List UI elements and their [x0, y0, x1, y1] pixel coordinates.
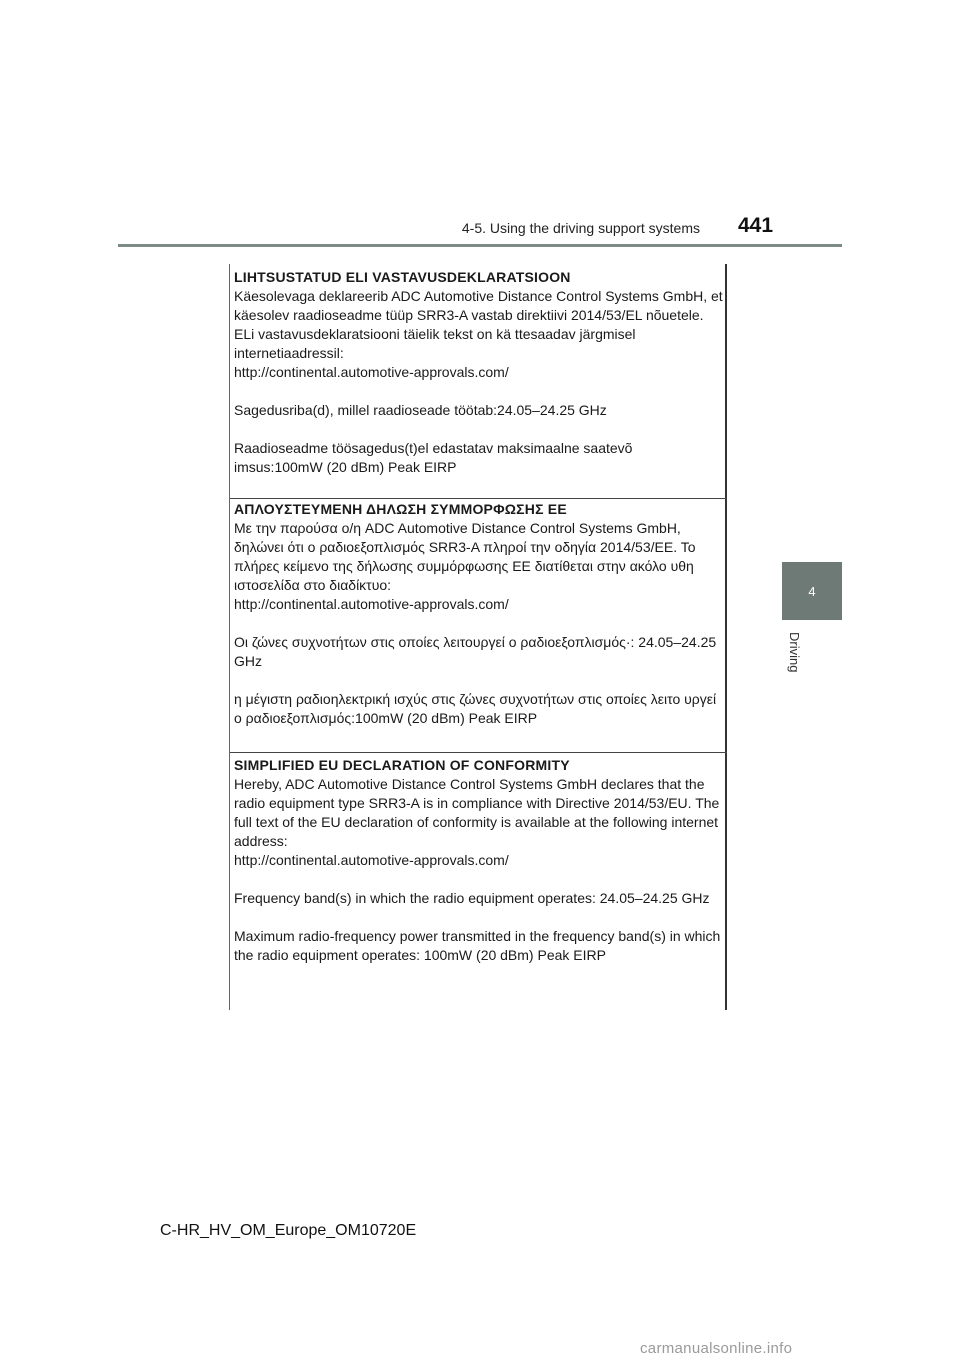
section-paragraph: Οι ζώνες συχνοτήτων στις οποίες λειτουργεί ο ραδιοεξοπλισμός·: 24.05–24.25 GHz [234, 634, 717, 669]
chapter-number: 4 [808, 583, 816, 599]
declaration-section-greek [230, 500, 728, 728]
chapter-label: Driving [787, 632, 802, 673]
header-divider [118, 244, 842, 247]
section-paragraph: Maximum radio-frequency power transmitted in the frequency band(s) in which the radio equipment operates: 100mW (20 dBm) Peak EIRP [234, 928, 721, 963]
declaration-section-english [230, 756, 728, 965]
section-paragraph: Με την παρούσα ο/η ADC Automotive Distance Control Systems GmbH, δηλώνει ότι ο ραδιοεξοπλισμός SRR3-A πληροί την οδηγία 2014/53/ΕΕ. Το πλήρες κείμενο της δήλωσης συμμόρφωσης ΕΕ διατίθεται στην ακόλο υθη ιστοσελίδα στο διαδίκτυο: [234, 520, 696, 593]
spacer [234, 671, 724, 690]
section-paragraph: Hereby, ADC Automotive Distance Control Systems GmbH declares that the radio equipment type SRR3-A is in compliance with Directive 2014/53/EU. The full text of the EU declaration of conformity is available at the following internet address: [234, 776, 720, 849]
spacer [234, 420, 724, 439]
section-url: http://continental.automotive-approvals.com/ [234, 596, 509, 612]
declaration-section-estonian [230, 268, 728, 477]
section-paragraph: Käesolevaga deklareerib ADC Automotive Distance Control Systems GmbH, et käesolev raadioseadme tüüp SRR3-A vastab direktiivi 2014/53/EL nõuetele. ELi vastavusdeklaratsiooni täielik tekst on kä ttesaadav järgmisel internetiaadressil: [234, 288, 723, 361]
document-code: C-HR_HV_OM_Europe_OM10720E [160, 1222, 417, 1239]
chapter-tab[interactable] [782, 562, 842, 620]
section-paragraph: Frequency band(s) in which the radio equipment operates: 24.05–24.25 GHz [234, 890, 710, 906]
page-number: 441 [738, 214, 774, 237]
declaration-box [229, 264, 727, 1010]
section-title: 4-5. Using the driving support systems [461, 220, 700, 236]
section-divider [230, 752, 727, 753]
section-url: http://continental.automotive-approvals.com/ [234, 364, 509, 380]
section-paragraph: Raadioseadme töösagedus(t)el edastatav maksimaalne saatevõ imsus:100mW (20 dBm) Peak EIRP [234, 440, 633, 475]
watermark: carmanualsonline.info [640, 1340, 793, 1357]
spacer [234, 614, 724, 633]
section-paragraph: η μέγιστη ραδιοηλεκτρική ισχύς στις ζώνες συχνοτήτων στις οποίες λειτο υργεί ο ραδιοεξοπλισμός:100mW (20 dBm) Peak EIRP [234, 691, 717, 726]
section-url: http://continental.automotive-approvals.com/ [234, 852, 509, 868]
spacer [234, 382, 724, 401]
spacer [234, 908, 724, 927]
spacer [234, 870, 724, 889]
section-heading: SIMPLIFIED EU DECLARATION OF CONFORMITY [234, 757, 570, 773]
section-heading: LIHTSUSTATUD ELI VASTAVUSDEKLARATSIOON [234, 269, 571, 285]
section-heading: ΑΠΛΟΥΣΤΕΥΜΕΝΗ ΔΗΛΩΣΗ ΣΥΜΜΟΡΦΩΣΗΣ ΕΕ [234, 501, 567, 517]
section-divider [230, 498, 727, 499]
section-paragraph: Sagedusriba(d), millel raadioseade töötab:24.05–24.25 GHz [234, 402, 607, 418]
